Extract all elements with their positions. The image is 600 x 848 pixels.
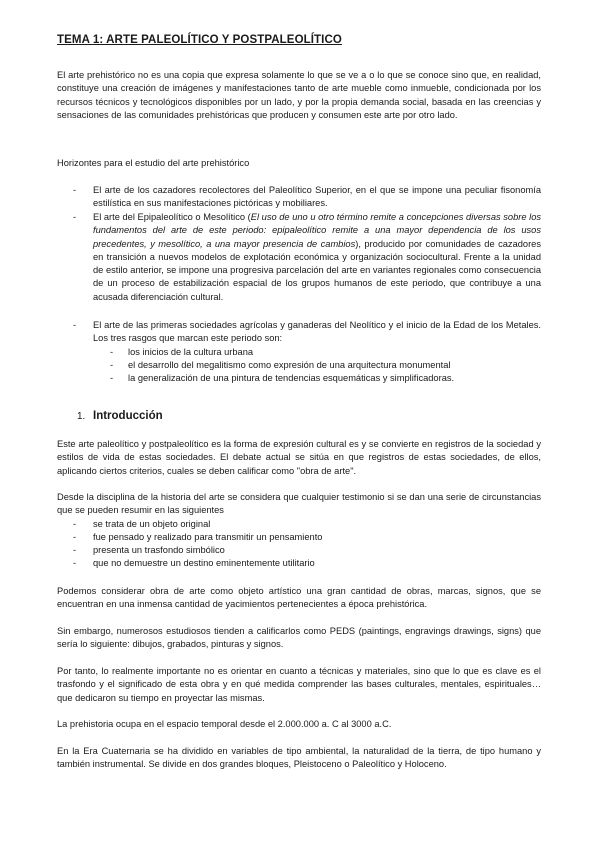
section-number: 1. bbox=[77, 411, 86, 422]
page-title: TEMA 1: ARTE PALEOLÍTICO Y POSTPALEOLÍTICO bbox=[57, 34, 342, 46]
horizontes-item-1: El arte de los cazadores recolectores del Paleolítico Superior, en el que se impone una peculiar fisonomía estilística en sus manifestaciones pictóricas y mobiliares. bbox=[93, 185, 541, 209]
bullet-dash: - bbox=[73, 185, 77, 195]
criteria-item-4: que no demuestre un destino eminentemente utilitario bbox=[93, 558, 315, 568]
item-2-text-b: ), producido por comunidades de cazadores en transición a nuevos modelos de explotación económica y organización sociocultural. Frente a la unidad de estilo anterior, se impone una progresiva parcelación del arte en variantes regionales como consecuencia de un proceso de estabilización espacial de los grupos humanos de este periodo, que contribuye a una acusada diferenciación cultural. bbox=[93, 238, 541, 302]
paragraph-6: La prehistoria ocupa en el espacio temporal desde el 2.000.000 a. C al 3000 a.C. bbox=[57, 719, 392, 729]
sub-bullet-dash: - bbox=[110, 360, 114, 370]
item-2-italic-note: El uso de uno u otro término remite a concepciones diversas sobre los fundamentos del arte de este periodo: epipaleolítico remite a una mayor dependencia de los usos precedentes, y mesolítico, a una mayor presencia de cambios bbox=[93, 212, 542, 249]
criteria-item-1: se trata de un objeto original bbox=[93, 519, 211, 529]
paragraph-4: Sin embargo, numerosos estudiosos tienden a calificarlos como PEDS (paintings, engravings drawings, signs) que sería lo siguiente: dibujos, grabados, pinturas y signos. bbox=[57, 626, 541, 650]
section-heading bbox=[77, 409, 163, 424]
bullet-dash: - bbox=[73, 532, 77, 542]
intro-paragraph: El arte prehistórico no es una copia que expresa solamente lo que se ve a o lo que se conoce sino que, en realidad, constituye una creación de imágenes y manifestaciones tanto de arte mueble como inmueble, condicionada por los recursos técnicos y tecnológicos disponibles por un lado, y por la propia demanda social, basada en las creencias y sensaciones de las comunidades prehistóricas que producen y consumen este arte por otro lado. bbox=[57, 70, 541, 120]
horizontes-item-3: El arte de las primeras sociedades agrícolas y ganaderas del Neolítico y el inicio de la Edad de los Metales. Los tres rasgos que marcan este periodo son: bbox=[93, 320, 541, 344]
horizontes-heading: Horizontes para el estudio del arte prehistórico bbox=[57, 158, 250, 168]
sub-item-3: la generalización de una pintura de tendencias esquemáticas y simplificadoras. bbox=[128, 373, 455, 383]
sub-item-1: los inicios de la cultura urbana bbox=[128, 347, 254, 357]
paragraph-1: Este arte paleolítico y postpaleolítico es la forma de expresión cultural es y se convierte en registros de la sociedad y estilos de vida de estas sociedades. El debate actual se sitúa en que registros de estas sociedades, de ellos, aplicando ciertos criterios, cuales se deben calificar como "obra de arte". bbox=[57, 439, 541, 476]
criteria-item-2: fue pensado y realizado para transmitir un pensamiento bbox=[93, 532, 323, 542]
paragraph-7: En la Era Cuaternaria se ha dividido en variables de tipo ambiental, la naturalidad de la tierra, de tipo humano y también instrumental. Se divide en dos grandes bloques, Pleistoceno o Paleolítico y Holoceno. bbox=[57, 746, 541, 770]
sub-item-2: el desarrollo del megalitismo como expresión de una arquitectura monumental bbox=[128, 360, 451, 370]
horizontes-item-2 bbox=[93, 211, 541, 304]
bullet-dash: - bbox=[73, 212, 77, 222]
criteria-item-3: presenta un trasfondo simbólico bbox=[93, 545, 225, 555]
bullet-dash: - bbox=[73, 558, 77, 568]
paragraph-2: Desde la disciplina de la historia del arte se considera que cualquier testimonio si se dan una serie de circunstancias que se pueden resumir en las siguientes bbox=[57, 492, 541, 516]
bullet-dash: - bbox=[73, 545, 77, 555]
sub-bullet-dash: - bbox=[110, 347, 114, 357]
section-title: Introducción bbox=[93, 410, 163, 422]
item-2-text-a: El arte del Epipaleolítico o Mesolítico ( bbox=[93, 212, 251, 222]
bullet-dash: - bbox=[73, 519, 77, 529]
bullet-dash: - bbox=[73, 320, 77, 330]
paragraph-3: Podemos considerar obra de arte como objeto artístico una gran cantidad de obras, marcas, signos, que se encuentran en una inmensa cantidad de yacimientos pertenecientes a época prehistórica. bbox=[57, 586, 541, 610]
sub-bullet-dash: - bbox=[110, 373, 114, 383]
paragraph-5: Por tanto, lo realmente importante no es orientar en cuanto a técnicas y materiales, sino que lo que es clave es el trasfondo y el significado de esta obra y en qué medida comprender las bases culturales, mentales, espirituales… que dedicaron su tiempo en proyectar las mismas. bbox=[57, 666, 541, 703]
